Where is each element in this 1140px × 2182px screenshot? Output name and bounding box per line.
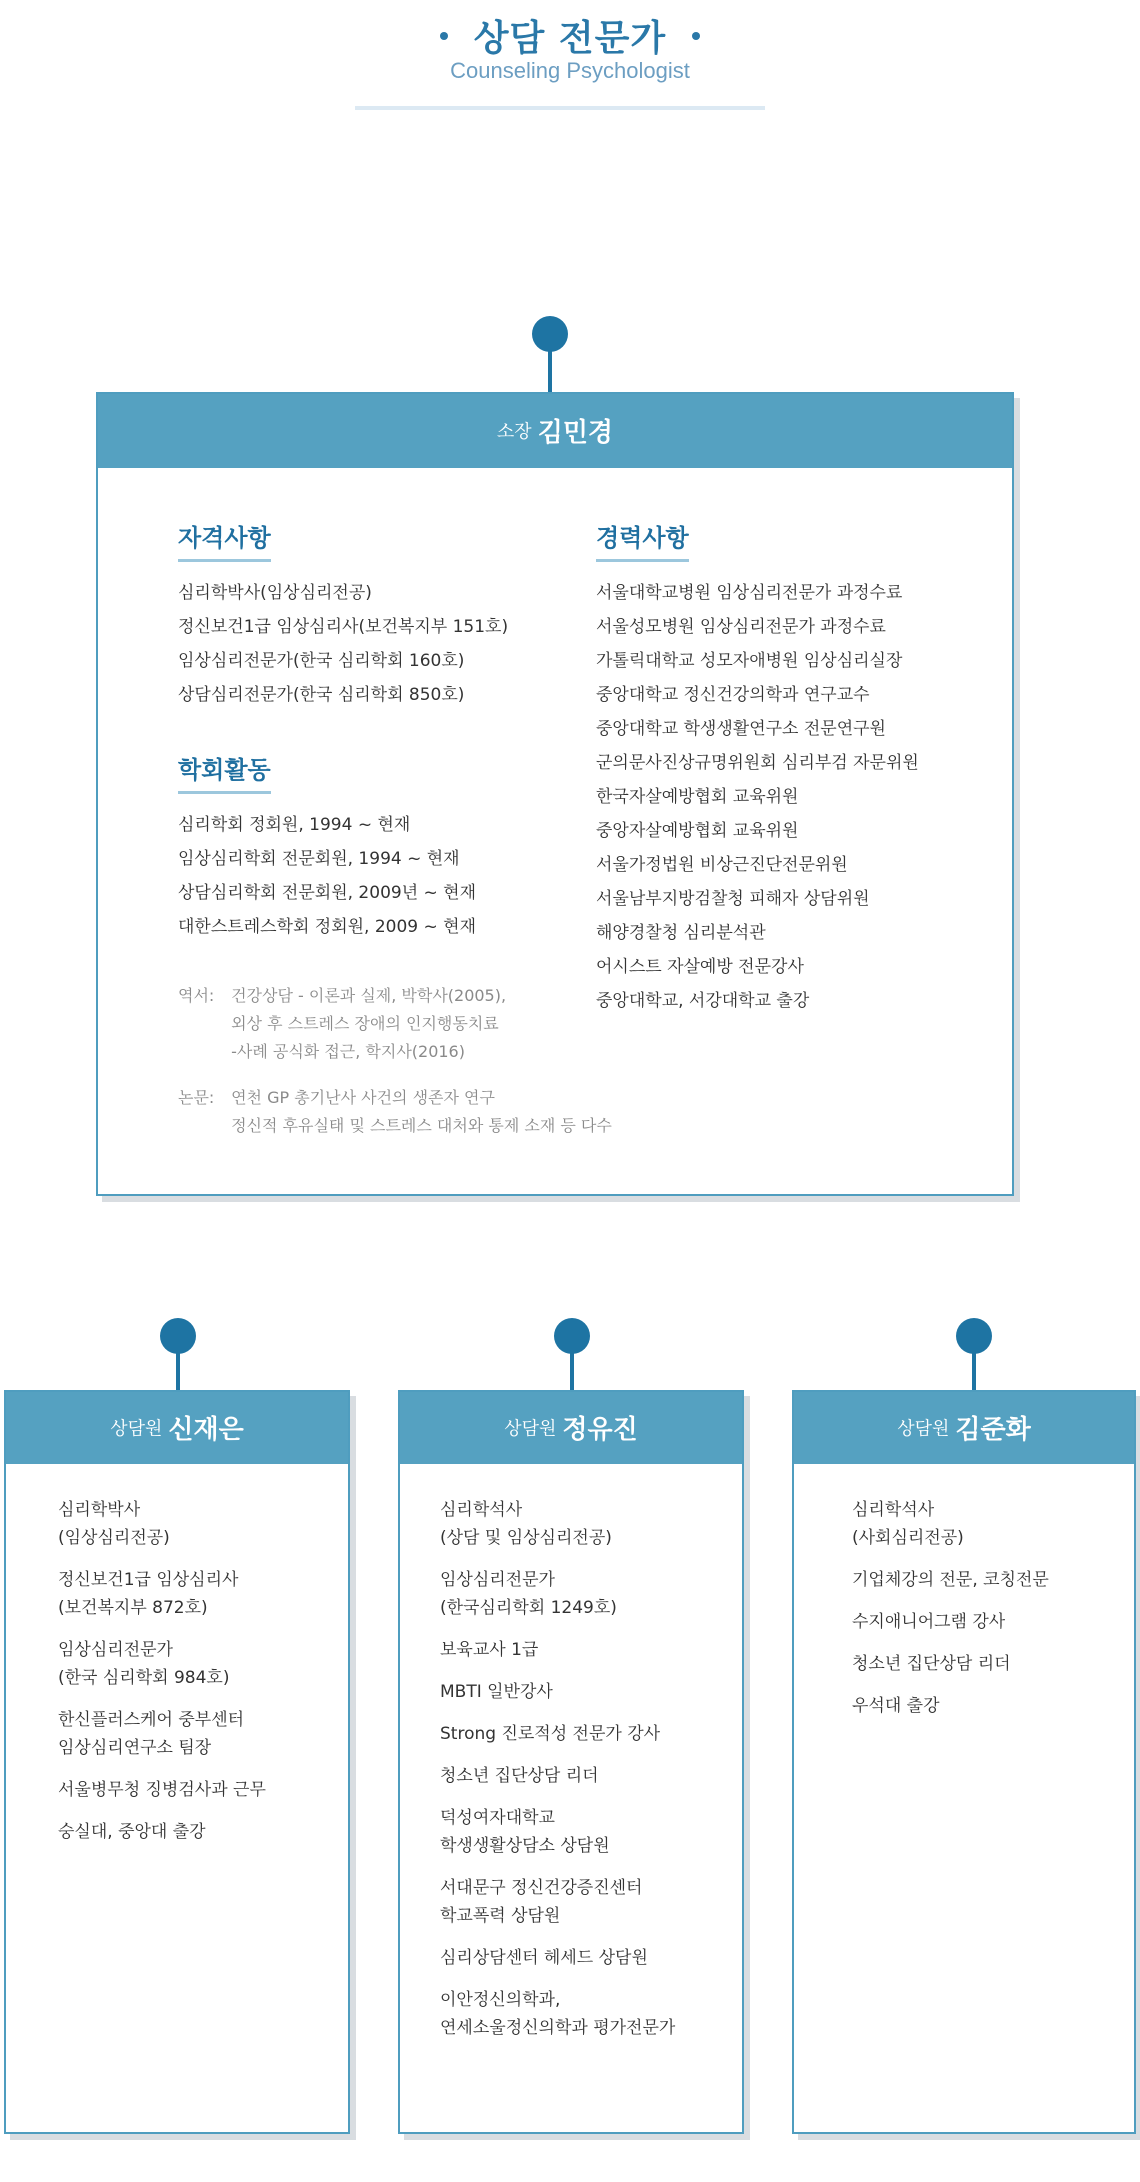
counselor-name: 신재은 [168,1415,244,1445]
papers-text [231,1084,612,1140]
translation-text [231,982,506,1066]
credential-line: 기업체강의 전문, 코칭전문 [852,1570,1049,1590]
credential-item [440,1678,675,1706]
credential-line: 정신보건1급 임상심리사 [58,1570,239,1590]
credential-line: 숭실대, 중앙대 출강 [58,1822,206,1842]
connector-pin-icon [532,316,568,352]
credential-line: MBTI 일반강사 [440,1682,553,1702]
credential-item [58,1776,266,1804]
counselor-card-header [6,1392,348,1464]
career-item: 어시스트 자살예방 전문강사 [596,957,804,977]
career-item: 군의문사진상규명위원회 심리부검 자문위원 [596,753,919,773]
connector-line [176,1352,180,1392]
connector-pin-icon [956,1318,992,1354]
translation-block [178,982,506,1066]
credential-line: 보육교사 1급 [440,1640,539,1660]
page-title [0,10,1140,61]
credential-line: 서울병무청 징병검사과 근무 [58,1780,266,1800]
credential-line: (한국심리학회 1249호) [440,1598,617,1618]
credential-line: (상담 및 임상심리전공) [440,1528,612,1548]
papers-block [178,1084,612,1140]
credential-item [440,1636,675,1664]
bullet-dot-icon [692,32,700,40]
career-item: 가톨릭대학교 성모자애병원 임상심리실장 [596,651,903,671]
credential-item [440,1986,675,2042]
director-name: 김민경 [537,418,614,448]
society-item: 대한스트레스학회 정회원, 2009 ~ 현재 [178,917,477,937]
counselor-card [792,1390,1136,2134]
career-item: 중앙대학교, 서강대학교 출강 [596,991,810,1011]
credential-item [852,1650,1049,1678]
credential-item [852,1608,1049,1636]
credential-line: 서대문구 정신건강증진센터 [440,1878,643,1898]
credential-line: 청소년 집단상담 리더 [852,1654,1011,1674]
text-line: 건강상담 - 이론과 실제, 박학사(2005), [231,986,507,1005]
text-line: 연천 GP 총기난사 사건의 생존자 연구 [231,1088,495,1107]
career-item: 중앙자살예방협회 교육위원 [596,821,799,841]
title-divider [355,106,765,110]
credential-line: 수지애니어그램 강사 [852,1612,1006,1632]
societies-list [178,808,476,944]
counselor-role: 상담원 [897,1418,950,1440]
credential-item [440,1762,675,1790]
career-item: 한국자살예방협회 교육위원 [596,787,799,807]
director-card-header [98,394,1012,468]
credential-item [440,1944,675,1972]
qualification-item: 정신보건1급 임상심리사(보건복지부 151호) [178,617,509,637]
credential-line: (보건복지부 872호) [58,1598,208,1618]
counselor-credentials-list [58,1496,266,1860]
qualification-item: 심리학박사(임상심리전공) [178,583,372,603]
counselor-name: 김준화 [955,1415,1031,1445]
counselor-role: 상담원 [110,1418,163,1440]
qualification-item: 상담심리전문가(한국 심리학회 850호) [178,685,465,705]
connector-line [972,1352,976,1392]
qualifications-title: 자격사항 [178,518,271,562]
career-item: 서울가정법원 비상근진단전문위원 [596,855,848,875]
credential-item [852,1566,1049,1594]
credential-line: 학교폭력 상담원 [440,1906,561,1926]
career-item: 서울성모병원 임상심리전문가 과정수료 [596,617,886,637]
connector-pin-icon [554,1318,590,1354]
connector-line [570,1352,574,1392]
credential-line: (임상심리전공) [58,1528,170,1548]
connector-pin-icon [160,1318,196,1354]
credential-line: 덕성여자대학교 [440,1808,555,1828]
credential-line: 이안정신의학과, [440,1990,561,2010]
credential-line: 한신플러스케어 중부센터 [58,1710,245,1730]
career-item: 해양경찰청 심리분석관 [596,923,766,943]
qualification-item: 임상심리전문가(한국 심리학회 160호) [178,651,465,671]
credential-item [440,1566,675,1622]
credential-line: 심리학박사 [58,1500,141,1520]
page-title-text: 상담 전문가 [473,18,667,59]
counselor-card-header [400,1392,742,1464]
director-card [96,392,1014,1196]
counselor-name: 정유진 [562,1415,638,1445]
counselor-credentials-list [852,1496,1049,1734]
credential-line: 심리상담센터 헤세드 상담원 [440,1948,648,1968]
credential-line: 학생생활상담소 상담원 [440,1836,610,1856]
credential-item [440,1720,675,1748]
credential-line: Strong 진로적성 전문가 강사 [440,1724,661,1744]
credential-item [440,1804,675,1860]
connector-line [548,350,552,394]
credential-line: 심리학석사 [440,1500,523,1520]
credential-line: 우석대 출강 [852,1696,940,1716]
translation-label: 역서: [178,986,215,1005]
societies-title: 학회활동 [178,750,271,794]
text-line: -사례 공식화 접근, 학지사(2016) [231,1042,465,1061]
papers-label: 논문: [178,1088,215,1107]
career-item: 중앙대학교 정신건강의학과 연구교수 [596,685,870,705]
society-item: 상담심리학회 전문회원, 2009년 ~ 현재 [178,883,477,903]
career-item: 중앙대학교 학생생활연구소 전문연구원 [596,719,886,739]
counselor-card [398,1390,744,2134]
credential-item [440,1874,675,1930]
credential-item [440,1496,675,1552]
career-item: 서울남부지방검찰청 피해자 상담위원 [596,889,870,909]
credential-line: (사회심리전공) [852,1528,964,1548]
director-role: 소장 [496,421,532,443]
credential-item [852,1496,1049,1552]
credential-line: 청소년 집단상담 리더 [440,1766,599,1786]
career-item: 서울대학교병원 임상심리전문가 과정수료 [596,583,903,603]
credential-item [58,1496,266,1552]
society-item: 임상심리학회 전문회원, 1994 ~ 현재 [178,849,460,869]
credential-line: 임상심리전문가 [58,1640,173,1660]
credential-line: 연세소울정신의학과 평가전문가 [440,2018,676,2038]
credential-item [852,1692,1049,1720]
credential-item [58,1636,266,1692]
page-subtitle: Counseling Psychologist [450,58,690,83]
counselor-card-header [794,1392,1134,1464]
qualifications-list [178,576,508,712]
text-line: 정신적 후유실태 및 스트레스 대처와 통제 소재 등 다수 [231,1116,612,1135]
career-title: 경력사항 [596,518,689,562]
credential-line: 임상심리전문가 [440,1570,555,1590]
bullet-dot-icon [440,32,448,40]
text-line: 외상 후 스트레스 장애의 인지행동치료 [231,1014,499,1033]
credential-item [58,1706,266,1762]
credential-line: 심리학석사 [852,1500,935,1520]
career-list [596,576,919,1018]
society-item: 심리학회 정회원, 1994 ~ 현재 [178,815,411,835]
counselor-role: 상담원 [504,1418,557,1440]
credential-item [58,1818,266,1846]
credential-item [58,1566,266,1622]
credential-line: 임상심리연구소 팀장 [58,1738,212,1758]
counselor-card [4,1390,350,2134]
counselor-credentials-list [440,1496,675,2056]
credential-line: (한국 심리학회 984호) [58,1668,230,1688]
